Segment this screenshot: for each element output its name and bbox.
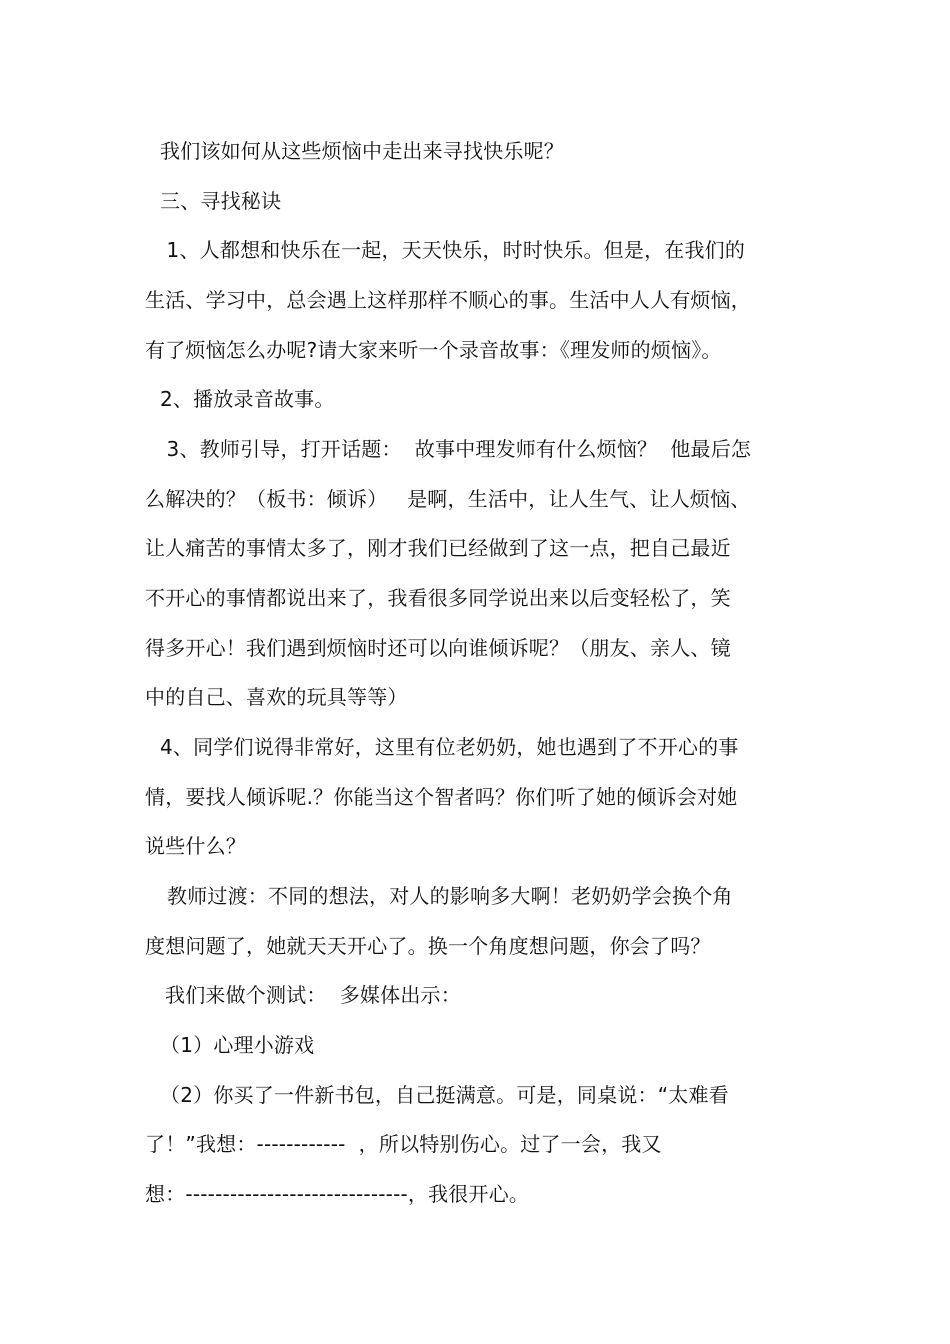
text-line: 教师过渡：不同的想法，对人的影响多大啊！老奶奶学会换个角 [167,884,733,908]
text-line: 中的自己、喜欢的玩具等等） [145,685,408,709]
text-line: 想：------------------------------，我很开心。 [145,1182,530,1206]
text-line: 不开心的事情都说出来了，我看很多同学说出来以后变轻松了，笑 [145,586,731,610]
text-line: 说些什么？ [145,834,246,858]
text-line: 得多开心！我们遇到烦恼时还可以向谁倾诉呢？（朋友、亲人、镜 [145,636,731,660]
text-line: 有了烦恼怎么办呢?请大家来听一个录音故事：《理发师的烦恼》。 [145,338,722,362]
text-line: 让人痛苦的事情太多了，刚才我们已经做到了这一点，把自己最近 [145,536,731,560]
section-heading: 三、寻找秘诀 [160,189,282,213]
text-line: （1）心理小游戏 [160,1033,315,1057]
text-line: 我们该如何从这些烦恼中走出来寻找快乐呢？ [160,139,564,163]
text-line: （2）你买了一件新书包，自己挺满意。可是，同桌说：“太难看 [160,1083,729,1107]
text-line: 生活、学习中，总会遇上这样那样不顺心的事。生活中人人有烦恼， [145,288,751,312]
text-line: 么解决的？（板书：倾诉） 是啊，生活中，让人生气、让人烦恼、 [145,487,751,511]
text-line: 3、教师引导，打开话题： 故事中理发师有什么烦恼？ 他最后怎 [160,437,752,461]
text-line: 4、同学们说得非常好，这里有位老奶奶，她也遇到了不开心的事 [160,735,739,759]
text-line: 度想问题了，她就天天开心了。换一个角度想问题，你会了吗？ [145,934,711,958]
text-line: 我们来做个测试： 多媒体出示： [165,983,461,1007]
text-line: 了！”我想：------------ ，所以特别伤心。过了一会，我又 [145,1132,662,1156]
text-line: 1、人都想和快乐在一起，天天快乐，时时快乐。但是，在我们的 [160,238,746,262]
text-line: 2、播放录音故事。 [160,387,335,411]
text-line: 情，要找人倾诉呢.？你能当这个智者吗？你们听了她的倾诉会对她 [145,785,738,809]
